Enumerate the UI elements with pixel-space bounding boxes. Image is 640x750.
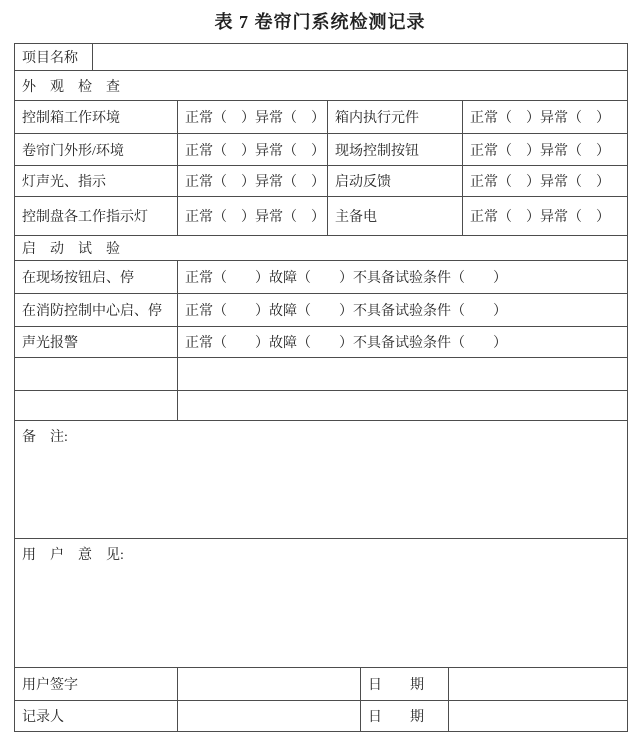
project-name-value[interactable] — [93, 44, 627, 70]
recorder-value[interactable] — [178, 701, 361, 731]
appearance-section-header-row — [15, 71, 627, 101]
startup-result-options: 正常（ ）故障（ ）不具备试验条件（ ） — [185, 271, 507, 286]
remarks-area[interactable] — [15, 421, 627, 538]
project-name-row — [15, 44, 627, 71]
startup-result-options: 正常（ ）故障（ ）不具备试验条件（ ） — [185, 336, 507, 351]
startup-result-options: 正常（ ）故障（ ）不具备试验条件（ ） — [185, 304, 507, 319]
appearance-result-options: 正常（ ）异常（ ） — [178, 101, 328, 133]
inspection-record-table — [14, 43, 628, 732]
document-title: 表 7 卷帘门系统检测记录 — [214, 12, 426, 32]
appearance-item-label: 卷帘门外形/环境 — [15, 134, 178, 165]
startup-section-header-row — [15, 236, 627, 261]
user-opinion-label: 用 户 意 见: — [22, 548, 124, 563]
appearance-item-label: 箱内执行元件 — [328, 101, 463, 133]
appearance-item-label: 控制盘各工作指示灯 — [15, 197, 178, 235]
startup-section-title: 启 动 试 验 — [22, 242, 120, 257]
startup-item-label: 在现场按钮启、停 — [15, 261, 178, 293]
empty-item-cell[interactable] — [15, 391, 178, 420]
appearance-result-options: 正常（ ）异常（ ） — [178, 197, 328, 235]
user-signature-value[interactable] — [178, 668, 361, 700]
project-name-label: 项目名称 — [15, 44, 93, 70]
startup-item-label: 声光报警 — [15, 327, 178, 357]
empty-result-cell[interactable] — [178, 391, 627, 420]
appearance-result-options: 正常（ ）异常（ ） — [178, 134, 328, 165]
date-value[interactable] — [449, 701, 627, 731]
table-row — [15, 261, 627, 294]
appearance-item-label: 启动反馈 — [328, 166, 463, 196]
table-row — [15, 327, 627, 358]
appearance-result-options: 正常（ ）异常（ ） — [178, 166, 328, 196]
appearance-section-title: 外 观 检 查 — [22, 79, 120, 95]
signature-row — [15, 668, 627, 701]
appearance-item-label: 主备电 — [328, 197, 463, 235]
table-row — [15, 197, 627, 236]
empty-item-cell[interactable] — [15, 358, 178, 390]
recorder-label: 记录人 — [15, 701, 178, 731]
table-row — [15, 294, 627, 327]
table-row — [15, 166, 627, 197]
date-label: 日 期 — [361, 701, 449, 731]
appearance-item-label: 现场控制按钮 — [328, 134, 463, 165]
signature-row — [15, 701, 627, 731]
startup-item-label: 在消防控制中心启、停 — [15, 294, 178, 326]
empty-result-cell[interactable] — [178, 358, 627, 390]
appearance-item-label: 控制箱工作环境 — [15, 101, 178, 133]
empty-spare-row — [15, 358, 627, 391]
appearance-result-options: 正常（ ）异常（ ） — [470, 111, 610, 126]
empty-spare-row — [15, 391, 627, 421]
user-opinion-area[interactable] — [15, 539, 627, 667]
appearance-item-label: 灯声光、指示 — [15, 166, 178, 196]
date-value[interactable] — [449, 668, 627, 700]
appearance-result-options: 正常（ ）异常（ ） — [470, 175, 610, 190]
date-label: 日 期 — [361, 668, 449, 700]
remarks-label: 备 注: — [22, 430, 68, 445]
table-row — [15, 101, 627, 134]
table-row — [15, 134, 627, 166]
remarks-row — [15, 421, 627, 539]
appearance-result-options: 正常（ ）异常（ ） — [470, 143, 610, 159]
user-signature-label: 用户签字 — [15, 668, 178, 700]
user-opinion-row — [15, 539, 627, 668]
appearance-result-options: 正常（ ）异常（ ） — [470, 210, 610, 225]
